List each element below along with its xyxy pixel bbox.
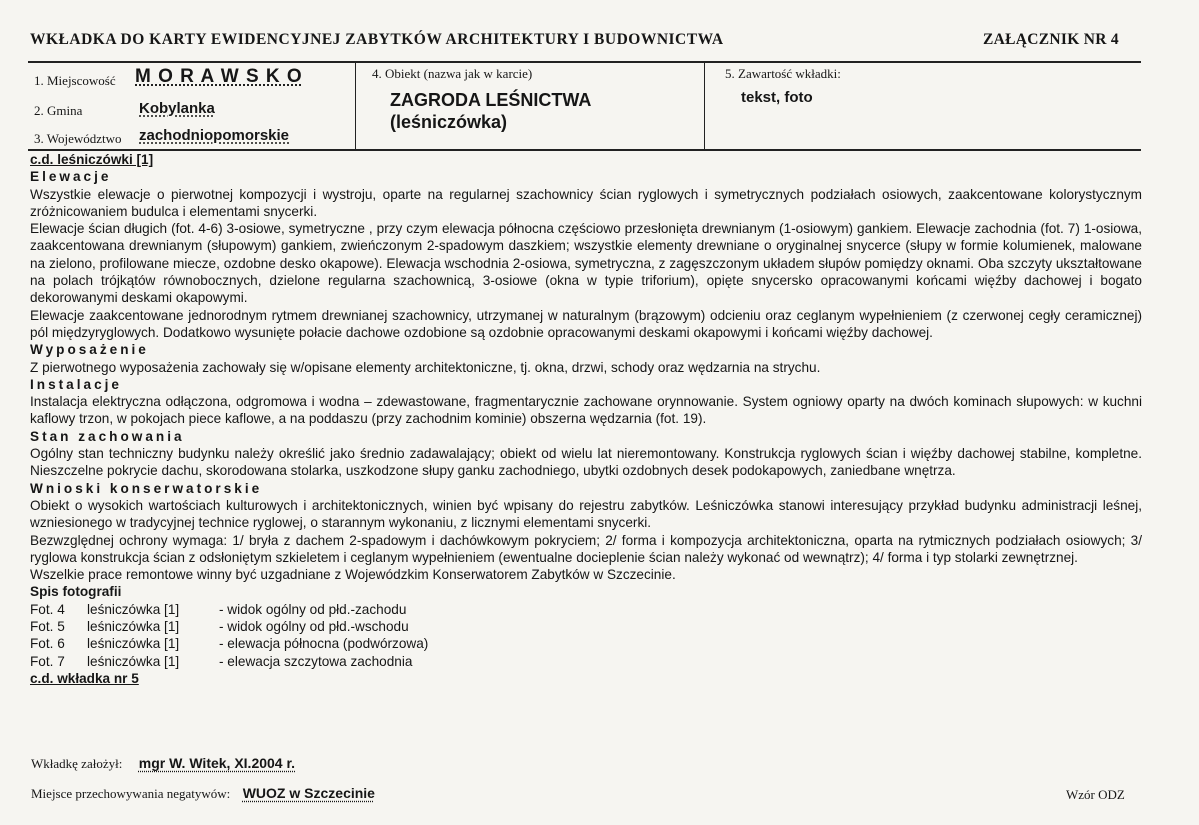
locality-value: M O R A W S K O [135,66,303,87]
paragraph: Wszelkie prace remontowe winny być uzgadniane z Wojewódzkim Konserwatorem Zabytków w Szczecinie. [30,567,676,583]
photo-list-item [30,601,1142,618]
section-heading-photos: Spis fotografii [30,584,122,600]
column-divider [704,63,705,149]
object-subname: (leśniczówka) [390,112,508,132]
author-label: Wkładkę założył: [31,756,123,771]
storage-label: Miejsce przechowywania negatywów: [31,786,231,801]
section-heading-conclusions: Wnioski konserwatorskie [30,480,263,496]
photo-description: - elewacja północna (podwórzowa) [219,636,429,652]
form-code: Wzór ODZ [1066,787,1125,802]
photo-list-item [30,618,1142,635]
photo-object: leśniczówka [1] [87,619,180,635]
paragraph: Instalacja elektryczna odłączona, odgromowa i wodna – zdewastowane, fragmentarycznie zachowane orynnowanie. System ogniowy oparty na dwóch kominach słupowych: w kuchni kaflowy trzon, w pokojach piece kaflowe, a na poddaszu (przy zachodnim kominie) obszerna wędzarnia (fot. 19). [30,394,1142,427]
column-divider [355,63,356,149]
commune-value: Kobylanka [139,100,215,117]
card-title: WKŁADKA DO KARTY EWIDENCYJNEJ ZABYTKÓW ARCHITEKTURY I BUDOWNICTWA [30,31,724,48]
contents-value: tekst, foto [741,89,813,106]
photo-object: leśniczówka [1] [87,601,180,617]
photo-number: Fot. 6 [30,636,65,652]
photo-number: Fot. 7 [30,653,65,669]
section-heading-condition: Stan zachowania [30,428,185,444]
photo-list [30,601,1142,670]
paragraph: Wszystkie elewacje o pierwotnej kompozycji i wystroju, oparte na regularnej szachownicy ścian ryglowych i symetrycznych podziałach osiowych, zaakcentowane kolorystycznym zróżnicowaniem budulca i elementami snycerki. [30,186,1142,219]
storage-value: WUOZ w Szczecinie [242,785,375,801]
photo-list-item [30,653,1142,670]
next-insert-note: c.d. wkładka nr 5 [30,670,139,686]
author-value: mgr W. Witek, XI.2004 r. [138,755,296,771]
photo-description: - widok ogólny od płd.-zachodu [219,601,407,617]
contents-label: 5. Zawartość wkładki: [725,66,841,81]
photo-number: Fot. 5 [30,619,65,635]
attachment-number: ZAŁĄCZNIK NR 4 [983,31,1119,48]
object-label: 4. Obiekt (nazwa jak w karcie) [372,66,533,81]
section-heading-elevations: Elewacje [30,169,112,185]
voivodeship-label: 3. Województwo [34,131,122,146]
object-value [390,89,591,133]
author-row [31,755,295,773]
continuation-note: c.d. leśniczówki [1] [30,152,154,167]
photo-description: - widok ogólny od płd.-wschodu [219,619,409,635]
voivodeship-value: zachodniopomorskie [139,127,290,144]
photo-object: leśniczówka [1] [87,636,180,652]
paragraph: Z pierwotnego wyposażenia zachowały się w/opisane elementy architektoniczne, tj. okna, drzwi, schody oraz wędzarnia na strychu. [30,359,821,375]
header-fields-box [28,61,1141,151]
section-heading-installations: Instalacje [30,376,122,392]
paragraph: Bezwzględnej ochrony wymaga: 1/ bryła z dachem 2-spadowym i dachówkowym pokryciem; 2/ forma i kompozycja architektoniczna, oparta na rytmicznych podziałach osiowych; 3/ ryglowa konstrukcja ścian z odsłoniętym szkieletem i ceglanym wypełnieniem (ewentualne docieplenie ścian należy wykonać od wewnątrz); 4/ forma i typ stolarki zewnętrznej. [30,532,1142,565]
paragraph: Obiekt o wysokich wartościach kulturowych i architektonicznych, winien być wpisany do rejestru zabytków. Leśniczówka stanowi interesujący przykład budynku administracji leśnej, wzniesionego w tradycyjnej technice ryglowej, o starannym wykonaniu, z licznymi elementami snycerki. [30,497,1142,531]
photo-description: - elewacja szczytowa zachodnia [219,653,413,669]
paragraph: Elewacje zaakcentowane jednorodnym rytmem drewnianej szachownicy, utrzymanej w naturalnym (brązowym) odcieniu oraz ceglanym wypełnieniem (z czerwonej cegły ceramicznej) pól międzyryglowych. Dodatkowo wysunięte połacie dachowe ozdobione są ozdobnie opracowanymi deskami okapowymi i końcami więźby dachowej. [30,307,1142,340]
paragraph: Ogólny stan techniczny budynku należy określić jako średnio zadawalający; obiekt od wielu lat nieremontowany. Konstrukcja ryglowych ścian i więźby dachowej stabilne, kompletne. Nieszczelne pokrycie dachu, skorodowana stolarka, uszkodzone słupy ganku zachodniego, ubytki ozdobnych desek podokapowych, zaniedbane wnętrza. [30,446,1142,479]
section-heading-equipment: Wyposażenie [30,342,149,358]
paragraph: Elewacje ścian długich (fot. 4-6) 3-osiowe, symetryczne , przy czym elewacja północna częściowo przesłonięta drewnianym (1-osiowym) gankiem. Elewacje zachodnia (fot. 7) 1-osiowa, zaakcentowana drewnianym (słupowym) gankiem, zwieńczonym 2-spadowym daszkiem; wszystkie elementy drewniane o oryginalnej snycerce (słupy w formie kolumienek, malowane na zielono, profilowane miecze, ozdobne desko okapowe). Elewacja wschodnia 2-osiowa, symetryczna, z zagęszczonym układem słupów pomiędzy oknami. Oba szczyty ukształtowane na polach trójkątów równobocznych, dzielone regularna szachownicą, 3-osiowe (okna w typie triforium), opięte snycersko opracowanymi końcami więźby dachowej i bogato dekorowanymi deskami okapowymi. [30,221,1142,306]
photo-number: Fot. 4 [30,601,65,617]
locality-label: 1. Miejscowość [34,73,116,88]
storage-row [31,785,375,803]
photo-object: leśniczówka [1] [87,653,180,669]
object-name: ZAGRODA LEŚNICTWA [390,90,592,110]
photo-list-item [30,635,1142,652]
commune-label: 2. Gmina [34,103,83,118]
card-body [30,151,1142,687]
